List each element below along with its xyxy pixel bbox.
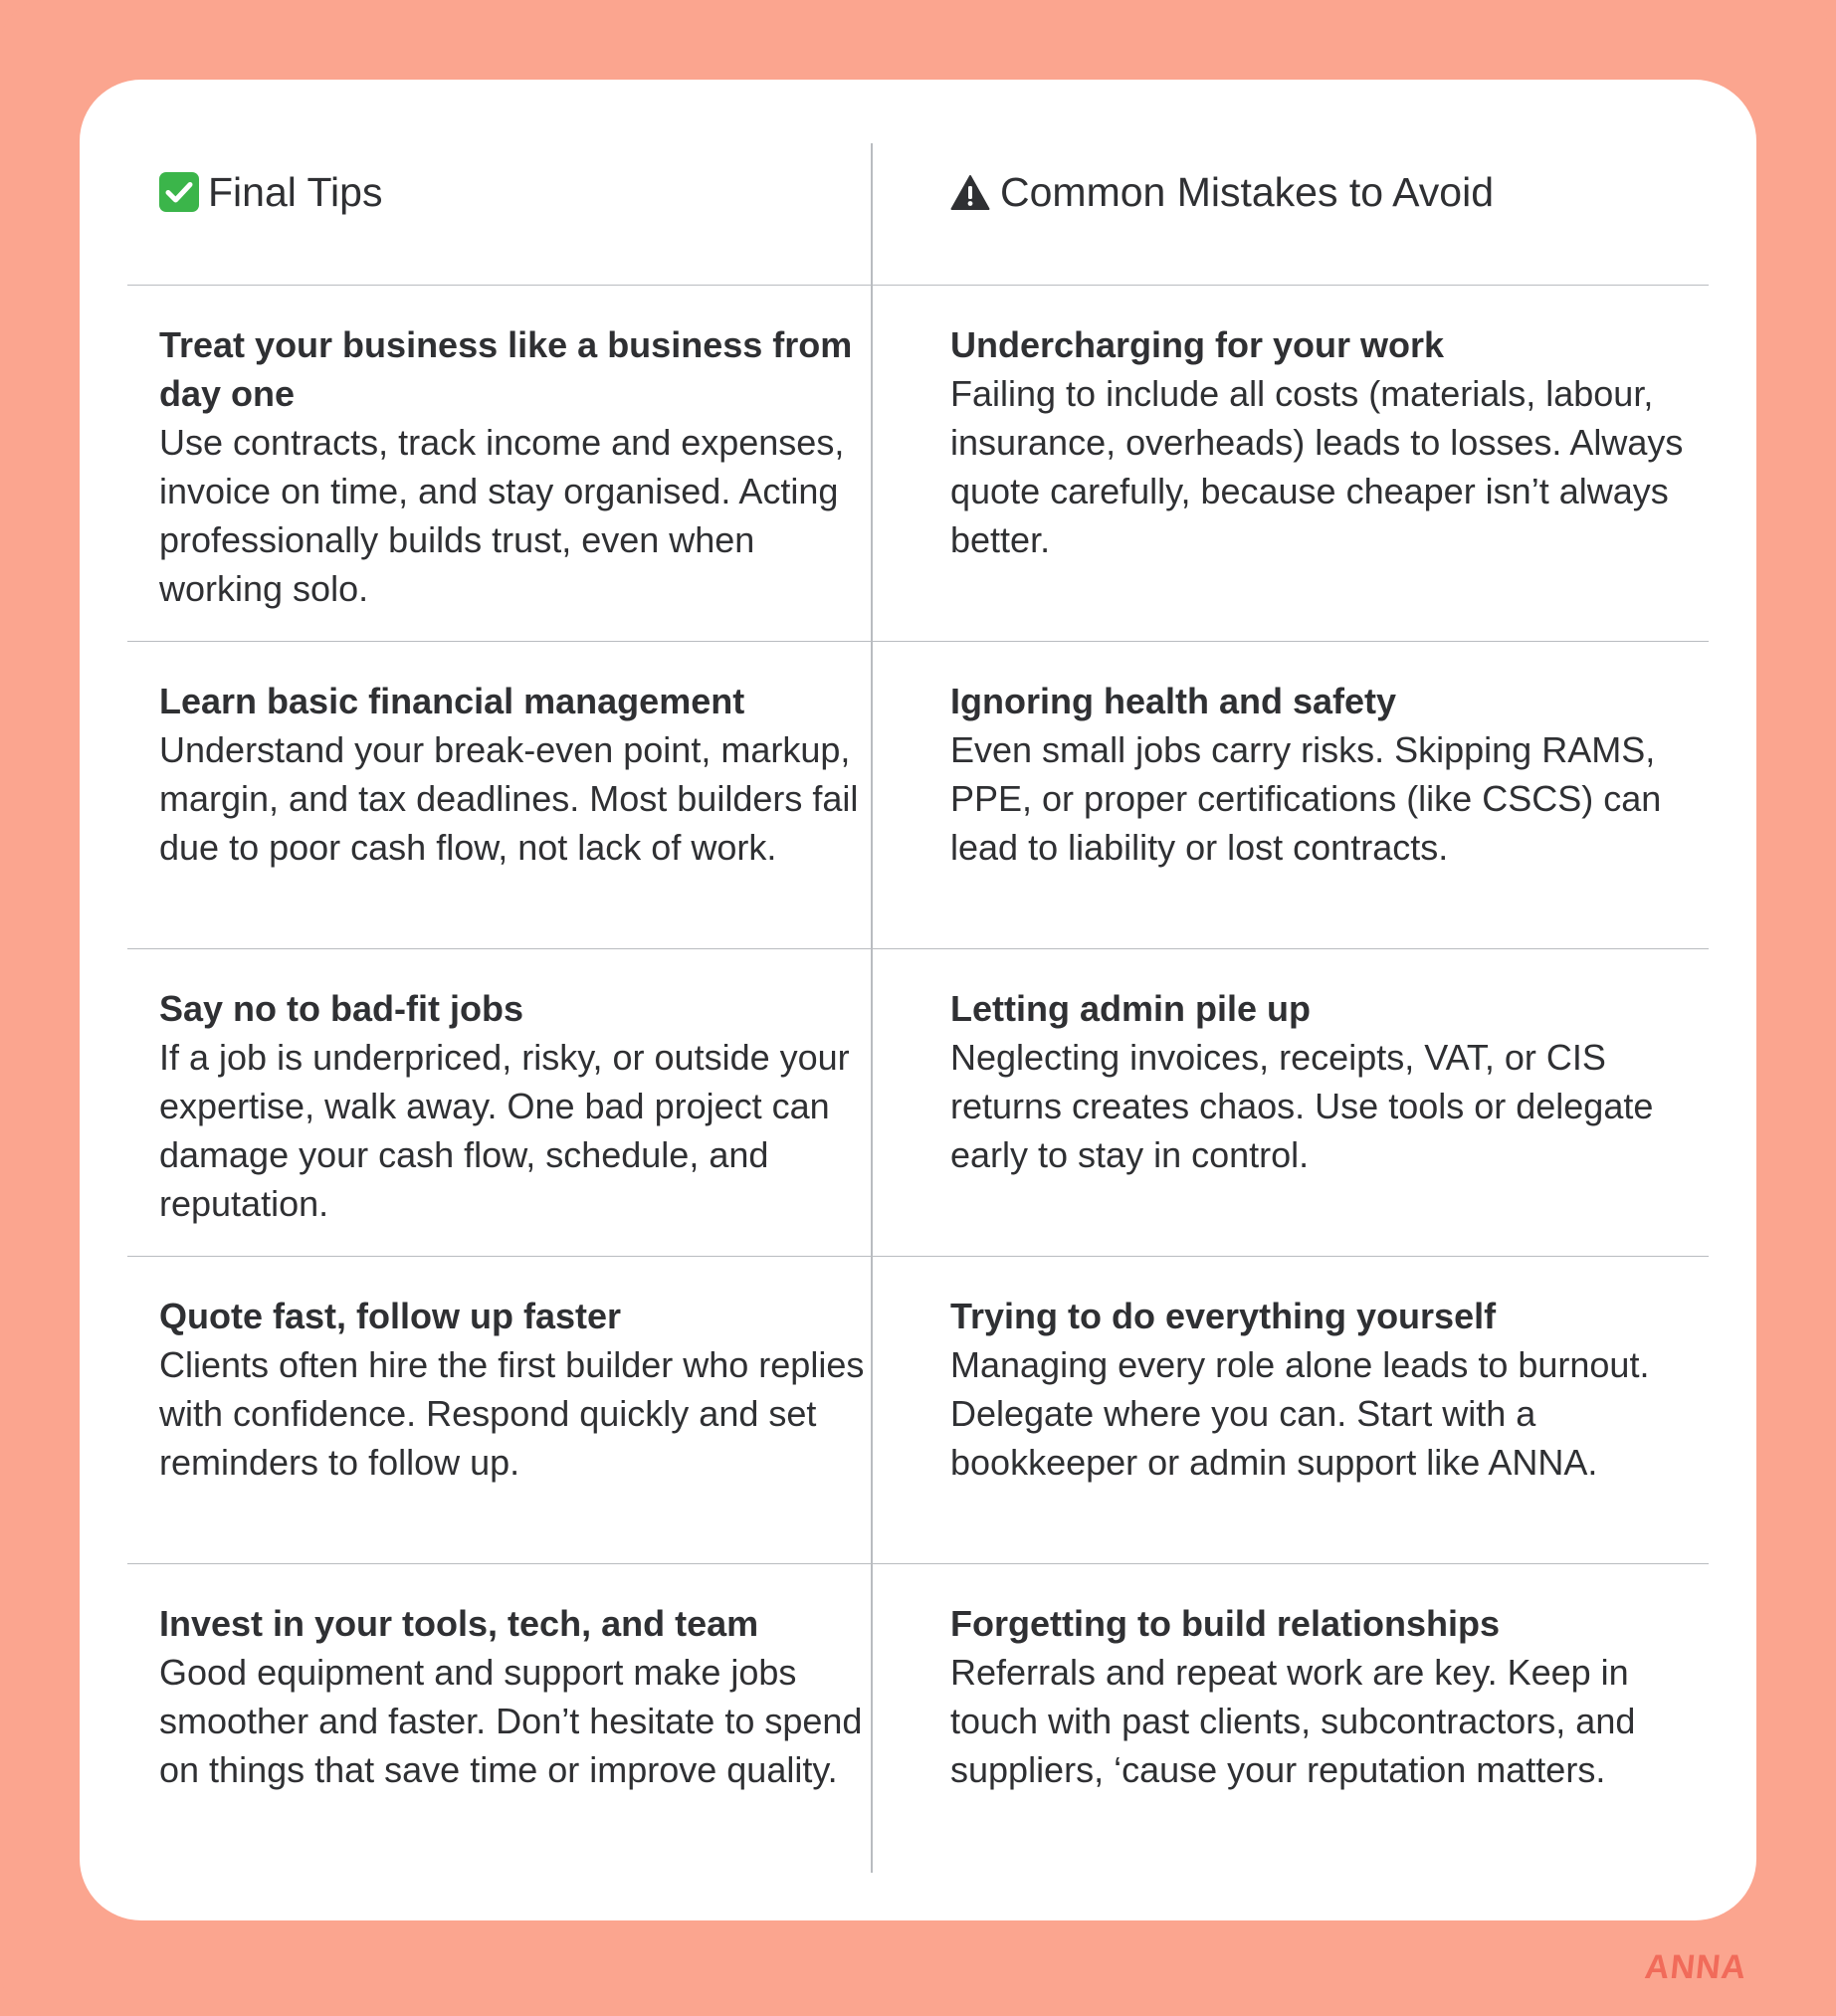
table-row — [127, 1257, 1709, 1564]
tip-cell — [127, 949, 918, 1256]
mistake-cell — [918, 642, 1709, 948]
tip-text: Clients often hire the first builder who replies with confidence. Respond quickly and set reminders to follow up. — [159, 1344, 865, 1483]
mistake-title: Forgetting to build relationships — [950, 1603, 1500, 1644]
mistake-text: Neglecting invoices, receipts, VAT, or CIS returns creates chaos. Use tools or delegate early to stay in control. — [950, 1037, 1654, 1175]
tips-heading — [159, 167, 885, 217]
mistake-cell — [918, 1564, 1709, 1873]
tip-text: Use contracts, track income and expenses, invoice on time, and stay organised. Acting professionally builds trust, even when working solo. — [159, 422, 845, 609]
mistake-text: Failing to include all costs (materials, labour, insurance, overheads) leads to losses. Always quote carefully, because cheaper isn’t always better. — [950, 373, 1684, 560]
table-row — [127, 949, 1709, 1257]
tip-text: Good equipment and support make jobs smoother and faster. Don’t hesitate to spend on things that save time or improve quality. — [159, 1652, 863, 1790]
mistake-cell — [918, 286, 1709, 641]
tip-cell — [127, 1257, 918, 1563]
table-header-row — [127, 143, 1709, 286]
anna-logo: ANNA — [1643, 1948, 1749, 1986]
tip-title: Say no to bad-fit jobs — [159, 988, 523, 1029]
tips-table — [127, 143, 1709, 1873]
tip-title: Learn basic financial management — [159, 681, 745, 721]
tip-cell — [127, 286, 918, 641]
tip-text: If a job is underpriced, risky, or outside your expertise, walk away. One bad project can damage your cash flow, schedule, and reputation. — [159, 1037, 850, 1224]
mistakes-heading-text: Common Mistakes to Avoid — [1000, 169, 1495, 215]
header-cell-tips — [127, 143, 918, 285]
table-row — [127, 286, 1709, 642]
check-mark-icon — [159, 172, 199, 212]
column-divider — [871, 143, 873, 1873]
mistake-text: Referrals and repeat work are key. Keep in touch with past clients, subcontractors, and suppliers, ‘cause your reputation matters. — [950, 1652, 1636, 1790]
tip-title: Invest in your tools, tech, and team — [159, 1603, 759, 1644]
mistake-title: Letting admin pile up — [950, 988, 1311, 1029]
mistake-text: Managing every role alone leads to burnout. Delegate where you can. Start with a bookkeeper or admin support like ANNA. — [950, 1344, 1650, 1483]
mistake-title: Ignoring health and safety — [950, 681, 1397, 721]
mistake-cell — [918, 1257, 1709, 1563]
tip-title: Quote fast, follow up faster — [159, 1296, 622, 1336]
mistakes-heading — [950, 167, 1689, 217]
mistake-text: Even small jobs carry risks. Skipping RAMS, PPE, or proper certifications (like CSCS) can lead to liability or lost contracts. — [950, 729, 1662, 868]
header-cell-mistakes — [918, 143, 1709, 285]
tip-cell — [127, 1564, 918, 1873]
mistake-title: Undercharging for your work — [950, 324, 1445, 365]
tip-title: Treat your business like a business from day one — [159, 324, 853, 414]
table-row — [127, 642, 1709, 949]
tip-cell — [127, 642, 918, 948]
mistake-title: Trying to do everything yourself — [950, 1296, 1497, 1336]
table-row — [127, 1564, 1709, 1873]
tip-text: Understand your break-even point, markup, margin, and tax deadlines. Most builders fail due to poor cash flow, not lack of work. — [159, 729, 859, 868]
tips-card — [80, 80, 1756, 1920]
tips-heading-text: Final Tips — [208, 169, 383, 215]
mistake-cell — [918, 949, 1709, 1256]
warning-icon — [950, 173, 990, 211]
